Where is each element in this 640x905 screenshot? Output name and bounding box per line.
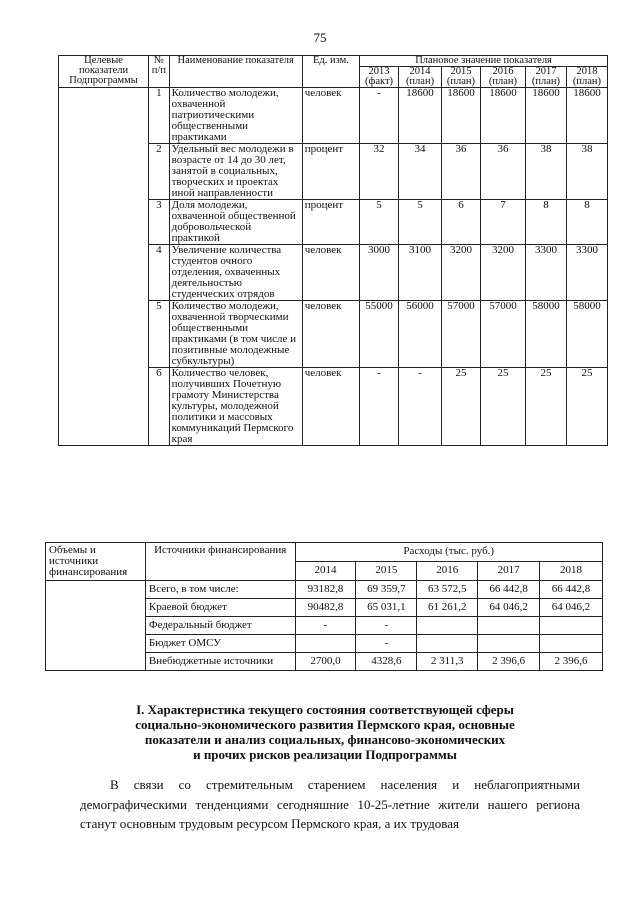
indicator-value: 56000 bbox=[399, 301, 442, 368]
expense-value: 2 396,6 bbox=[478, 653, 540, 671]
expense-value: 64 046,2 bbox=[540, 599, 603, 617]
indicator-value: 3300 bbox=[525, 245, 566, 301]
page-number: 75 bbox=[313, 30, 327, 45]
body-paragraph: В связи со стремительным старением населения и неблагоприятными демографическими тенденциями сегодняшние 10-25-летние жители нашего региона станут основным трудовым ресурсом Пермского края, а их трудовая bbox=[80, 777, 580, 831]
indicator-value: 25 bbox=[525, 368, 566, 446]
year-label: 2016 bbox=[492, 66, 514, 77]
expense-value: 66 442,8 bbox=[478, 581, 540, 599]
year-header: 2017 bbox=[478, 562, 540, 581]
indicator-value: 38 bbox=[525, 144, 566, 200]
year-header bbox=[566, 67, 607, 88]
expense-value bbox=[478, 617, 540, 635]
indicator-value: 5 bbox=[399, 200, 442, 245]
source-name: Всего, в том числе: bbox=[145, 581, 295, 599]
expense-value: 2700,0 bbox=[295, 653, 356, 671]
indicator-value: 18600 bbox=[480, 88, 525, 144]
expense-value: 93182,8 bbox=[295, 581, 356, 599]
expense-value: 2 311,3 bbox=[417, 653, 478, 671]
year-header bbox=[360, 67, 399, 88]
year-header bbox=[399, 67, 442, 88]
indicator-unit: человек bbox=[302, 368, 359, 446]
indicator-name: Количество молодежи, охваченной патриотическими общественными практиками bbox=[169, 88, 302, 144]
row-number: 5 bbox=[149, 301, 169, 368]
year-note: (план) bbox=[488, 76, 518, 87]
expense-value: - bbox=[295, 617, 356, 635]
year-label: 2018 bbox=[576, 66, 598, 77]
source-name: Федеральный бюджет bbox=[145, 617, 295, 635]
name-header: Наименование показателя bbox=[169, 56, 302, 88]
source-name: Бюджет ОМСУ bbox=[145, 635, 295, 653]
indicator-value: - bbox=[360, 88, 399, 144]
indicator-unit: человек bbox=[302, 245, 359, 301]
year-label: 2015 bbox=[450, 66, 472, 77]
volume-cell bbox=[46, 581, 146, 671]
expense-value: 2 396,6 bbox=[540, 653, 603, 671]
indicator-value: 18600 bbox=[525, 88, 566, 144]
year-header: 2016 bbox=[417, 562, 478, 581]
year-header: 2014 bbox=[295, 562, 356, 581]
year-header bbox=[480, 67, 525, 88]
indicator-value: 3000 bbox=[360, 245, 399, 301]
expense-value: - bbox=[356, 635, 417, 653]
expense-value bbox=[540, 635, 603, 653]
indicator-value: 3300 bbox=[566, 245, 607, 301]
indicator-unit: процент bbox=[302, 200, 359, 245]
volume-header: Объемы и источники финансирования bbox=[46, 543, 146, 581]
indicator-name: Увеличение количества студентов очного отделения, охваченных деятельностью студенческих отрядов bbox=[169, 245, 302, 301]
row-number: 4 bbox=[149, 245, 169, 301]
indicator-unit: человек bbox=[302, 301, 359, 368]
expense-value: 90482,8 bbox=[295, 599, 356, 617]
indicator-value: 8 bbox=[525, 200, 566, 245]
year-note: (план) bbox=[446, 76, 476, 87]
indicator-value: 58000 bbox=[525, 301, 566, 368]
indicator-value: 6 bbox=[442, 200, 481, 245]
table-row bbox=[59, 88, 608, 144]
year-note: (план) bbox=[405, 76, 435, 87]
expense-value: 69 359,7 bbox=[356, 581, 417, 599]
year-header bbox=[442, 67, 481, 88]
plan-header: Плановое значение показателя bbox=[360, 56, 608, 67]
goal-header: Целевые показатели Подпрограммы bbox=[59, 56, 149, 88]
indicators-table bbox=[58, 55, 608, 446]
indicator-value: 32 bbox=[360, 144, 399, 200]
expense-value: 63 572,5 bbox=[417, 581, 478, 599]
year-note: (факт) bbox=[365, 76, 394, 87]
indicator-value: 25 bbox=[566, 368, 607, 446]
indicator-value: 3200 bbox=[480, 245, 525, 301]
indicator-value: 18600 bbox=[399, 88, 442, 144]
indicator-value: 25 bbox=[480, 368, 525, 446]
year-label: 2014 bbox=[409, 66, 431, 77]
indicator-value: 25 bbox=[442, 368, 481, 446]
year-header bbox=[525, 67, 566, 88]
indicator-unit: человек bbox=[302, 88, 359, 144]
expense-value: 65 031,1 bbox=[356, 599, 417, 617]
indicator-value: 8 bbox=[566, 200, 607, 245]
heading-line: показатели и анализ социальных, финансово-экономических bbox=[144, 732, 506, 747]
indicator-value: 58000 bbox=[566, 301, 607, 368]
table-row bbox=[46, 581, 603, 599]
expense-value: - bbox=[356, 617, 417, 635]
indicator-value: 55000 bbox=[360, 301, 399, 368]
expense-value: 4328,6 bbox=[356, 653, 417, 671]
indicator-value: 36 bbox=[480, 144, 525, 200]
row-number: 1 bbox=[149, 88, 169, 144]
row-number: 3 bbox=[149, 200, 169, 245]
expenses-header: Расходы (тыс. руб.) bbox=[295, 543, 603, 562]
indicator-value: 18600 bbox=[442, 88, 481, 144]
expense-value: 61 261,2 bbox=[417, 599, 478, 617]
expense-value bbox=[295, 635, 356, 653]
indicator-value: 34 bbox=[399, 144, 442, 200]
indicator-name: Количество человек, получивших Почетную грамоту Министерства культуры, молодежной политики и массовых коммуникаций Пермского края bbox=[169, 368, 302, 446]
section-heading bbox=[90, 702, 560, 762]
indicator-value: 5 bbox=[360, 200, 399, 245]
indicator-value: 57000 bbox=[442, 301, 481, 368]
year-label: 2013 bbox=[368, 66, 390, 77]
indicator-name: Количество молодежи, охваченной творческими общественными практиками (в том числе и позитивные молодежные субкультуры) bbox=[169, 301, 302, 368]
year-note: (план) bbox=[531, 76, 561, 87]
num-header: № п/п bbox=[149, 56, 169, 88]
indicator-value: 18600 bbox=[566, 88, 607, 144]
indicator-value: 3100 bbox=[399, 245, 442, 301]
sources-header: Источники финансирования bbox=[145, 543, 295, 581]
indicator-value: - bbox=[360, 368, 399, 446]
indicator-value: 7 bbox=[480, 200, 525, 245]
year-label: 2017 bbox=[535, 66, 557, 77]
indicator-value: - bbox=[399, 368, 442, 446]
indicator-value: 57000 bbox=[480, 301, 525, 368]
expense-value: 64 046,2 bbox=[478, 599, 540, 617]
source-name: Краевой бюджет bbox=[145, 599, 295, 617]
expense-value bbox=[478, 635, 540, 653]
indicator-name: Доля молодежи, охваченной общественной добровольческой практикой bbox=[169, 200, 302, 245]
expense-value bbox=[417, 635, 478, 653]
year-note: (план) bbox=[572, 76, 602, 87]
expense-value bbox=[540, 617, 603, 635]
indicator-name: Удельный вес молодежи в возрасте от 14 до 30 лет, занятой в социальных, творческих и проектах иной направленности bbox=[169, 144, 302, 200]
row-number: 2 bbox=[149, 144, 169, 200]
heading-line: социально-экономического развития Пермского края, основные bbox=[135, 717, 515, 732]
expense-value: 66 442,8 bbox=[540, 581, 603, 599]
goal-cell bbox=[59, 88, 149, 446]
indicator-value: 36 bbox=[442, 144, 481, 200]
heading-line: и прочих рисков реализации Подпрограммы bbox=[193, 747, 457, 762]
year-header: 2015 bbox=[356, 562, 417, 581]
indicator-value: 38 bbox=[566, 144, 607, 200]
heading-line: I. Характеристика текущего состояния соответствующей сферы bbox=[136, 702, 514, 717]
year-header: 2018 bbox=[540, 562, 603, 581]
indicator-value: 3200 bbox=[442, 245, 481, 301]
unit-header: Ед. изм. bbox=[302, 56, 359, 88]
row-number: 6 bbox=[149, 368, 169, 446]
finance-table bbox=[45, 542, 603, 671]
source-name: Внебюджетные источники bbox=[145, 653, 295, 671]
expense-value bbox=[417, 617, 478, 635]
indicator-unit: процент bbox=[302, 144, 359, 200]
